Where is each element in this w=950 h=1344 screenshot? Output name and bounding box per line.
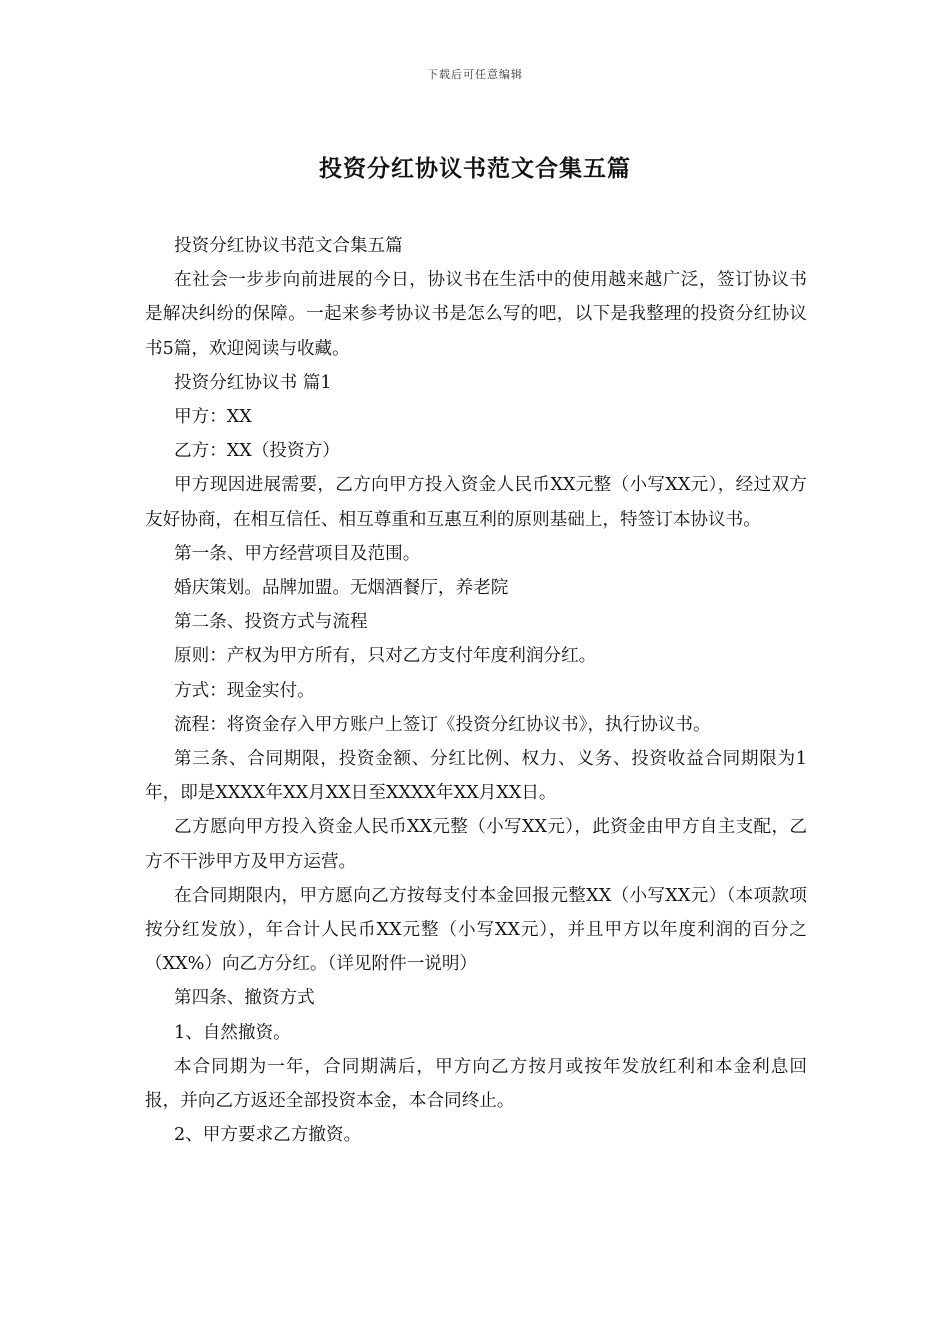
paragraph-process: 流程：将资金存入甲方账户上签订《投资分红协议书》，执行协议书。 [174, 714, 711, 735]
paragraph-principle: 原则：产权为甲方所有，只对乙方支付年度利润分红。 [174, 646, 597, 667]
paragraph-subtitle: 投资分红协议书范文合集五篇 [174, 236, 403, 256]
paragraph-natural-withdrawal: 1、自然撤资。 [174, 1022, 291, 1043]
paragraph-returns: 在合同期限内，甲方愿向乙方按每支付本金回报元整XX（小写XX元）（本项款项按分红发放），年合计人民币XX元整（小写XX元），并且甲方以年度利润的百分之（XX%）向乙方分红。（详见附件一说明） [145, 885, 807, 975]
paragraph-party-b: 乙方：XX（投资方） [174, 441, 340, 462]
paragraph-article-1: 第一条、甲方经营项目及范围。 [174, 543, 421, 564]
document-title: 投资分红协议书范文合集五篇 [319, 155, 631, 182]
paragraph-requested-withdrawal: 2、甲方要求乙方撤资。 [174, 1125, 362, 1146]
paragraph-term-end: 本合同期为一年，合同期满后，甲方向乙方按月或按年发放红利和本金利息回报，并向乙方返还全部投资本金，本合同终止。 [145, 1056, 807, 1112]
paragraph-party-a: 甲方：XX [174, 407, 252, 428]
paragraph-investment: 乙方愿向甲方投入资金人民币XX元整（小写XX元），此资金由甲方自主支配，乙方不干涉甲方及甲方运营。 [145, 817, 807, 872]
paragraph-preamble: 甲方现因进展需要，乙方向甲方投入资金人民币XX元整（小写XX元），经过双方友好协商，在相互信任、相互尊重和互惠互利的原则基础上，特签订本协议书。 [145, 475, 807, 530]
page-header-note: 下载后可任意编辑 [427, 68, 523, 81]
paragraph-section-heading: 投资分红协议书 篇1 [174, 372, 332, 393]
document-body [145, 229, 807, 1152]
paragraph-intro: 在社会一步步向前进展的今日，协议书在生活中的使用越来越广泛，签订协议书是解决纠纷的保障。一起来参考协议书是怎么写的吧，以下是我整理的投资分红协议书5篇，欢迎阅读与收藏。 [145, 270, 807, 359]
paragraph-article-2: 第二条、投资方式与流程 [174, 612, 368, 633]
paragraph-business-scope: 婚庆策划。品牌加盟。无烟酒餐厅，养老院 [174, 578, 509, 599]
paragraph-article-4: 第四条、撤资方式 [174, 988, 315, 1009]
paragraph-article-3: 第三条、合同期限，投资金额、分红比例、权力、义务、投资收益合同期限为1年，即是XXXX年XX月XX日至XXXX年XX月XX日。 [145, 749, 807, 804]
paragraph-method: 方式：现金实付。 [174, 680, 315, 701]
